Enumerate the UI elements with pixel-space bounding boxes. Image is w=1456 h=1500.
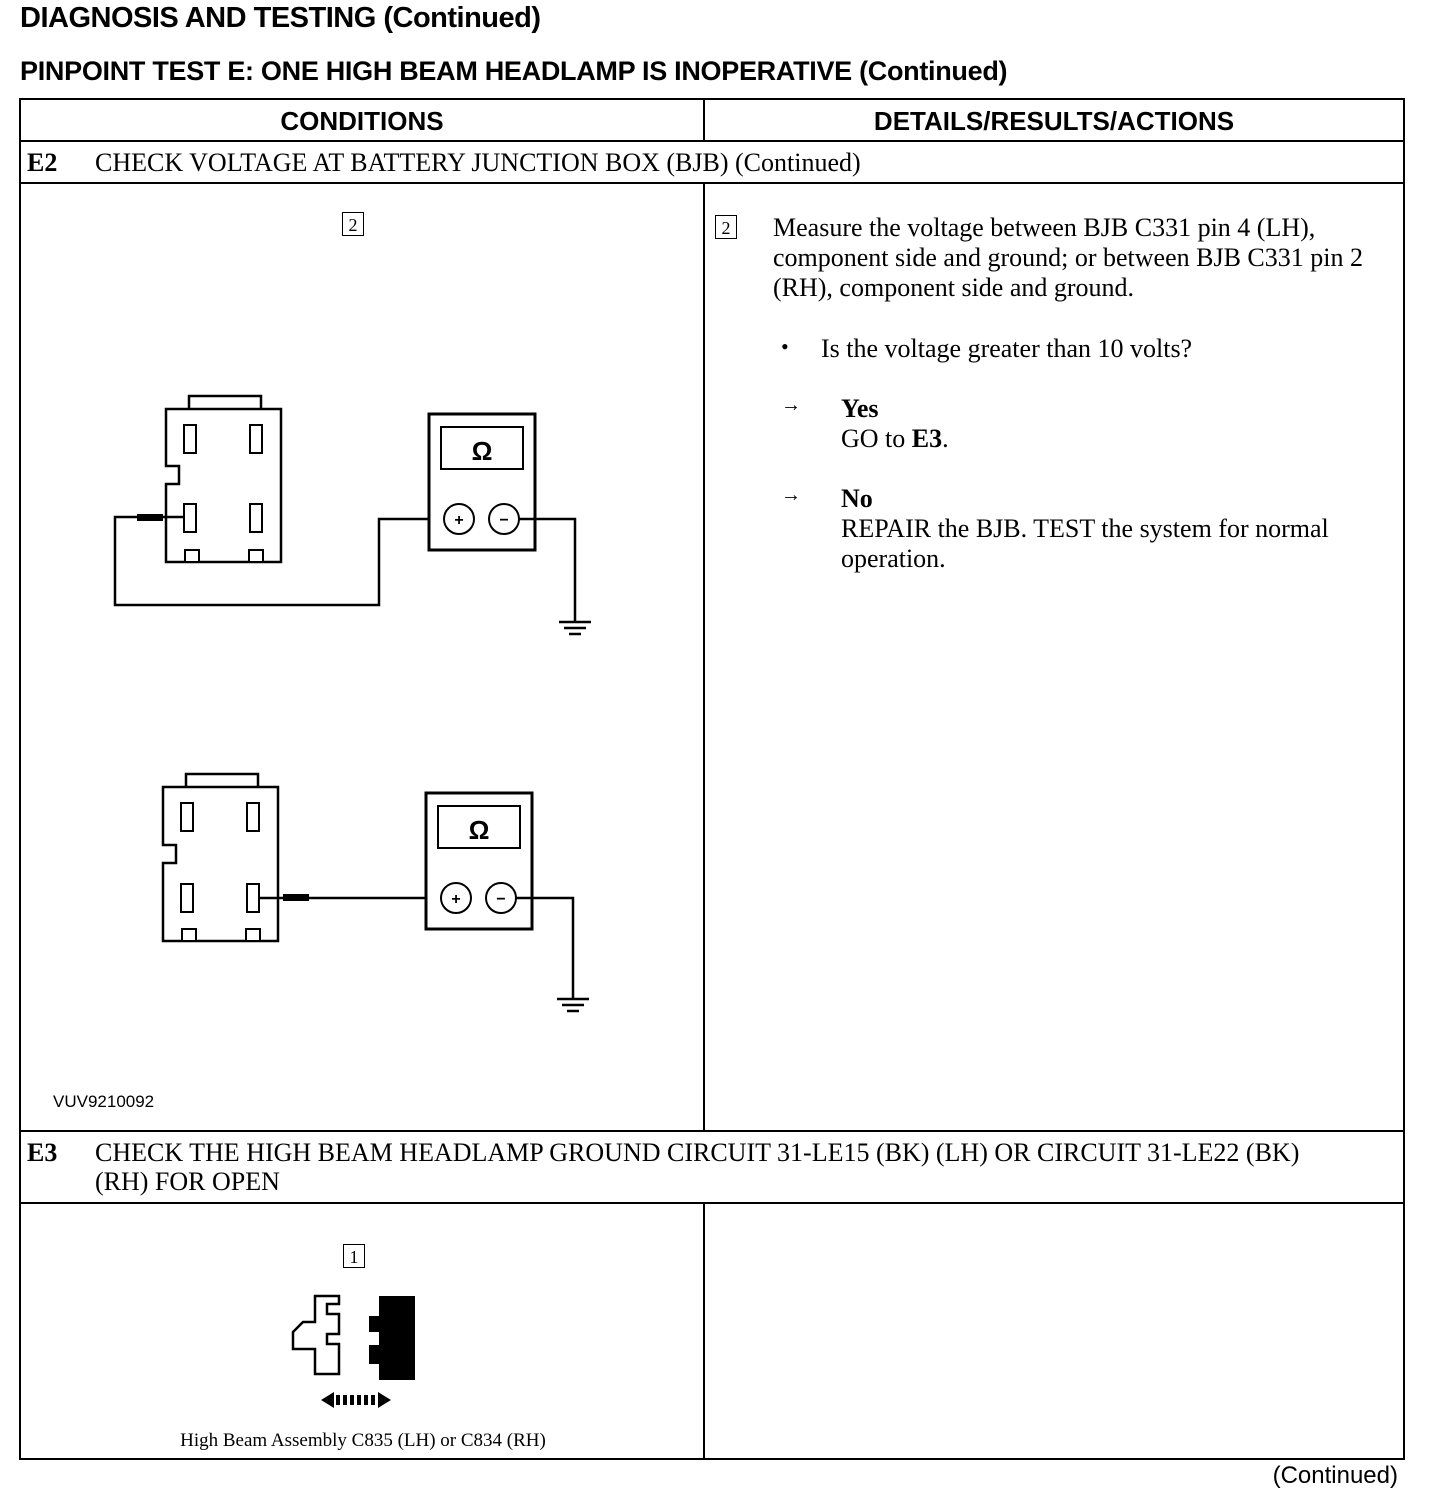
figure-caption: High Beam Assembly C835 (LH) or C834 (RH) <box>180 1430 546 1451</box>
ohm-symbol-lower: Ω <box>468 815 490 845</box>
detail-instruction: Measure the voltage between BJB C331 pin 4 (LH), component side and ground; or between BJB C331 pin 2 (RH), component side and ground. <box>773 213 1363 302</box>
yes-action <box>841 424 949 454</box>
probe-wire-lower <box>259 894 429 901</box>
bullet-icon: • <box>781 334 789 359</box>
multimeter-upper <box>429 414 535 550</box>
conditions-header: CONDITIONS <box>21 100 705 140</box>
step-id-e3: E3 <box>27 1138 58 1167</box>
bjb-connector-upper <box>166 396 281 562</box>
yes-action-suffix: . <box>942 424 949 453</box>
yes-action-prefix: GO to <box>841 424 912 453</box>
bjb-connector-lower <box>163 774 278 941</box>
no-label: No <box>841 484 873 513</box>
step-e2-figure-cell <box>21 184 705 1130</box>
figure-code: VUV9210092 <box>53 1092 155 1111</box>
step-e2-title-row <box>21 142 1403 184</box>
step-title-e2: CHECK VOLTAGE AT BATTERY JUNCTION BOX (BJB) (Continued) <box>95 148 861 177</box>
step-e3-details-cell <box>705 1204 1403 1458</box>
no-action: REPAIR the BJB. TEST the system for normal operation. <box>841 514 1329 573</box>
question-text: Is the voltage greater than 10 volts? <box>821 334 1193 363</box>
plus-terminal-upper: + <box>454 512 464 529</box>
page-title: DIAGNOSIS AND TESTING (Continued) <box>20 2 541 34</box>
yes-action-target: E3 <box>911 424 943 453</box>
step-e2-details-cell <box>705 184 1403 1130</box>
high-beam-connector-diagram <box>21 1204 705 1458</box>
continued-label: (Continued) <box>1272 1462 1398 1489</box>
step-e2-body-row <box>21 184 1403 1132</box>
ohm-symbol-upper: Ω <box>471 436 493 466</box>
figure-step-number: 2 <box>342 212 364 236</box>
connector-half-right <box>369 1296 415 1380</box>
step-e3-title-row <box>21 1132 1403 1204</box>
minus-terminal-upper: − <box>499 512 509 529</box>
bjb-voltage-test-diagram <box>21 184 705 1132</box>
step-e3-figure-cell <box>21 1204 705 1458</box>
figure-step-number: 1 <box>343 1244 365 1268</box>
step-e3-body-row <box>21 1204 1403 1458</box>
details-header: DETAILS/RESULTS/ACTIONS <box>873 106 1235 136</box>
yes-label: Yes <box>841 394 879 423</box>
connector-half-left <box>293 1296 339 1374</box>
detail-step-number: 2 <box>715 215 737 239</box>
arrow-right-icon: → <box>781 394 801 416</box>
disconnect-arrow-icon <box>321 1392 391 1408</box>
multimeter-lower <box>426 793 532 929</box>
plus-terminal-lower: + <box>451 891 461 908</box>
table-header-row <box>21 100 1403 142</box>
minus-terminal-lower: − <box>496 891 506 908</box>
arrow-right-icon: → <box>781 484 801 506</box>
step-title-e3: CHECK THE HIGH BEAM HEADLAMP GROUND CIRCUIT 31-LE15 (BK) (LH) OR CIRCUIT 31-LE22 (BK) (RH) FOR OPEN <box>95 1138 1300 1196</box>
pinpoint-test-table <box>19 98 1405 1460</box>
step-id-e2: E2 <box>27 148 58 177</box>
pinpoint-test-title: PINPOINT TEST E: ONE HIGH BEAM HEADLAMP IS INOPERATIVE (Continued) <box>20 56 1008 86</box>
